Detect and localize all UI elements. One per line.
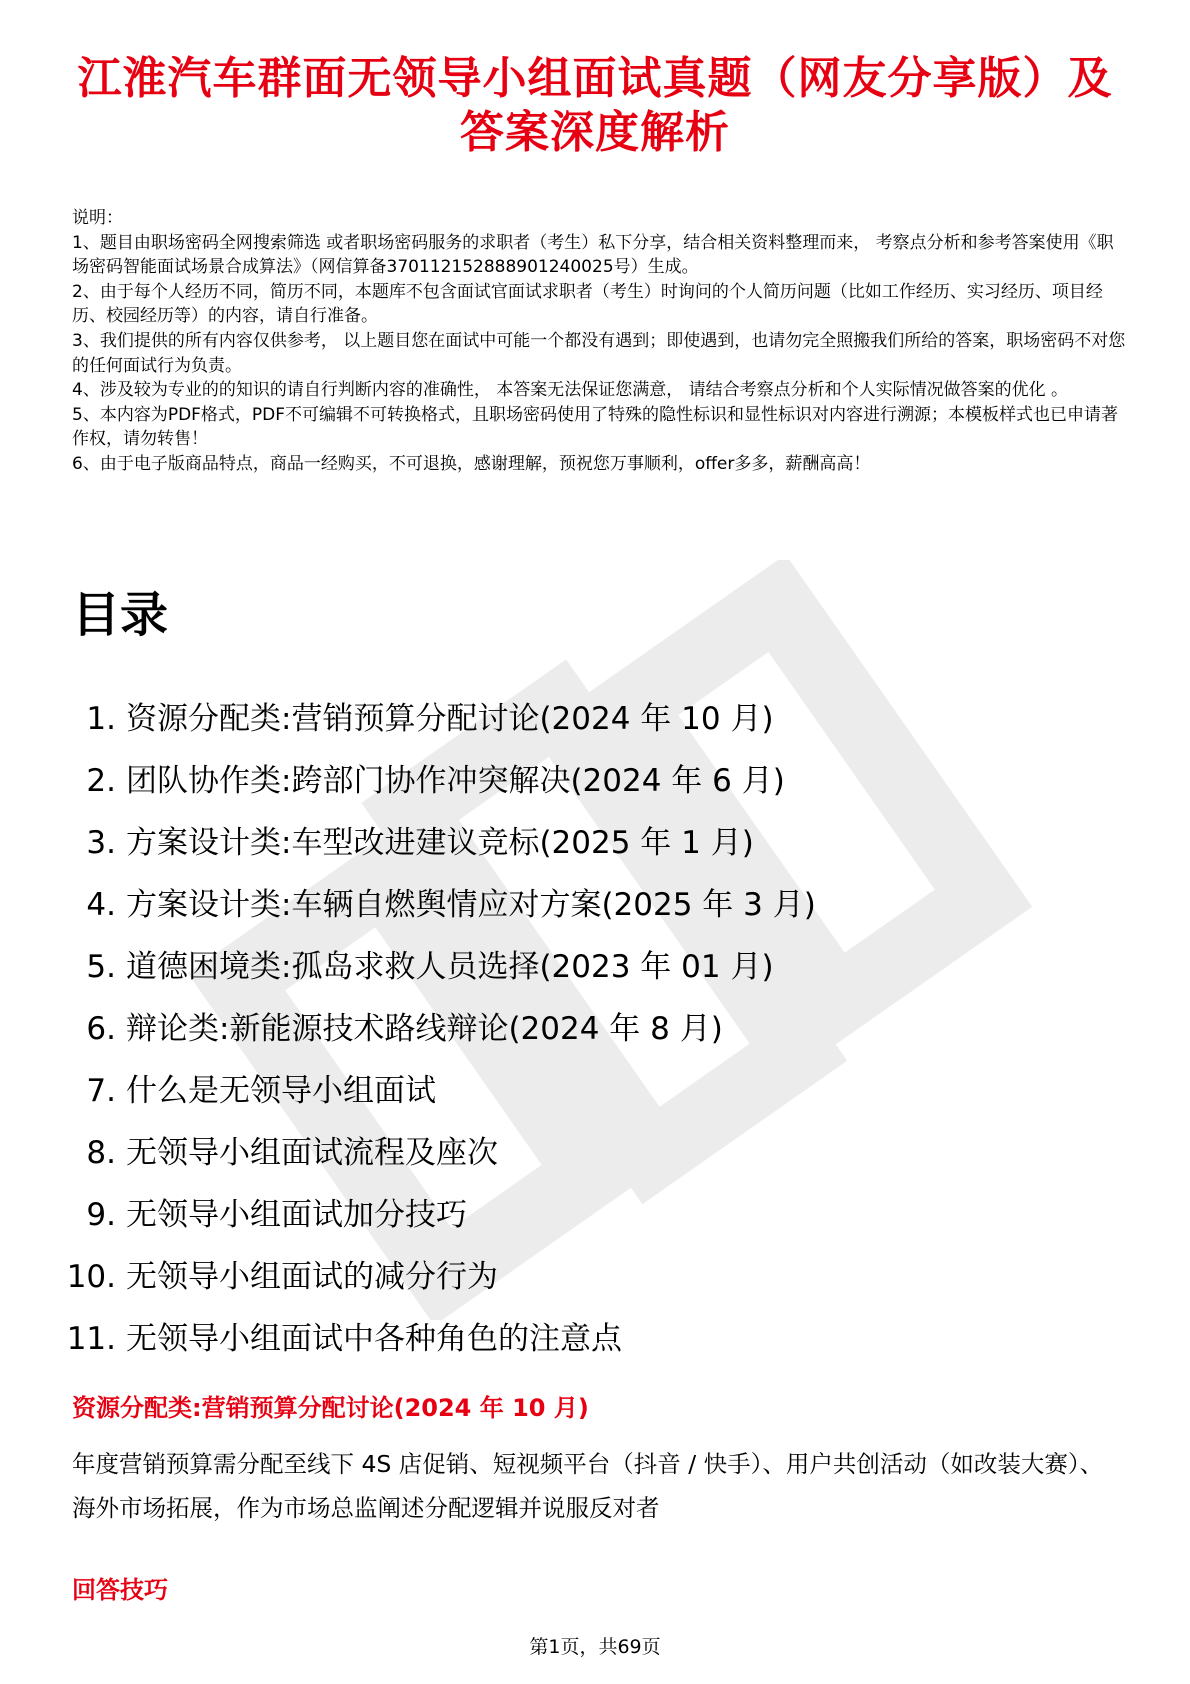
section-title: 资源分配类:营销预算分配讨论(2024 年 10 月) xyxy=(72,1394,589,1422)
answer-tips-heading: 回答技巧 xyxy=(72,1576,168,1604)
toc-item[interactable] xyxy=(60,1184,1060,1246)
note-item: 4、涉及较为专业的的知识的请自行判断内容的准确性， 本答案无法保证您满意， 请结合考察点分析和个人实际情况做答案的优化 。 xyxy=(72,380,1069,401)
toc-item-text: 无领导小组面试流程及座次 xyxy=(126,1135,498,1171)
note-item: 3、我们提供的所有内容仅供参考， 以上题目您在面试中可能一个都没有遇到；即使遇到，也请勿完全照搬我们所给的答案，职场密码不对您的任何面试行为负责。 xyxy=(72,330,1126,376)
toc-item-number: 8. xyxy=(86,1135,116,1171)
toc-item[interactable] xyxy=(60,750,1060,812)
toc-item-text: 辩论类:新能源技术路线辩论(2024 年 8 月) xyxy=(126,1011,723,1047)
toc-item[interactable] xyxy=(60,874,1060,936)
toc-item[interactable] xyxy=(60,1308,1060,1370)
page-footer: 第1页，共69页 xyxy=(529,1636,661,1658)
note-item: 6、由于电子版商品特点，商品一经购买，不可退换，感谢理解，预祝您万事顺利，offer多多，薪酬高高！ xyxy=(72,453,871,474)
question-text: 年度营销预算需分配至线下 4S 店促销、短视频平台（抖音 / 快手）、用户共创活动（如改装大赛）、海外市场拓展，作为市场总监阐述分配逻辑并说服反对者 xyxy=(72,1450,1104,1522)
table-of-contents xyxy=(60,688,1060,1370)
toc-item[interactable] xyxy=(60,1122,1060,1184)
toc-item-number: 3. xyxy=(86,825,116,861)
toc-item[interactable] xyxy=(60,812,1060,874)
toc-item-text: 方案设计类:车型改进建议竞标(2025 年 1 月) xyxy=(126,825,754,861)
toc-item-text: 资源分配类:营销预算分配讨论(2024 年 10 月) xyxy=(126,701,774,737)
note-item: 2、由于每个人经历不同，简历不同，本题库不包含面试官面试求职者（考生）时询问的个人简历问题（比如工作经历、实习经历、项目经历、校园经历等）的内容，请自行准备。 xyxy=(72,281,1103,327)
note-item: 5、本内容为PDF格式，PDF不可编辑不可转换格式，且职场密码使用了特殊的隐性标识和显性标识对内容进行溯源；本模板样式也已申请著作权，请勿转售！ xyxy=(72,404,1119,450)
disclaimer-notes xyxy=(72,206,1128,477)
toc-item-text: 无领导小组面试加分技巧 xyxy=(126,1197,467,1233)
toc-item[interactable] xyxy=(60,998,1060,1060)
toc-item[interactable] xyxy=(60,688,1060,750)
toc-item-text: 什么是无领导小组面试 xyxy=(126,1073,436,1109)
toc-item-number: 11. xyxy=(66,1321,116,1357)
toc-item[interactable] xyxy=(60,1060,1060,1122)
toc-item-text: 团队协作类:跨部门协作冲突解决(2024 年 6 月) xyxy=(126,763,785,799)
toc-heading: 目录 xyxy=(72,587,169,643)
toc-item-text: 无领导小组面试的减分行为 xyxy=(126,1259,498,1295)
toc-item-number: 10. xyxy=(66,1259,116,1295)
toc-item-text: 道德困境类:孤岛求救人员选择(2023 年 01 月) xyxy=(126,949,774,985)
toc-item-number: 1. xyxy=(86,701,116,737)
toc-item[interactable] xyxy=(60,936,1060,998)
note-heading: 说明： xyxy=(72,208,123,228)
note-item: 1、题目由职场密码全网搜索筛选 或者职场密码服务的求职者（考生）私下分享，结合相关资料整理而来， 考察点分析和参考答案使用《职场密码智能面试场景合成算法》（网信算备370112152888901240025号）生成。 xyxy=(72,232,1114,278)
toc-item-number: 2. xyxy=(86,763,116,799)
toc-item-number: 6. xyxy=(86,1011,116,1047)
toc-item-number: 9. xyxy=(86,1197,116,1233)
toc-item-number: 4. xyxy=(86,887,116,923)
toc-item-text: 无领导小组面试中各种角色的注意点 xyxy=(126,1321,622,1357)
document-title: 江淮汽车群面无领导小组面试真题（网友分享版）及答案深度解析 xyxy=(77,53,1113,158)
toc-item-number: 7. xyxy=(86,1073,116,1109)
toc-item-number: 5. xyxy=(86,949,116,985)
toc-item[interactable] xyxy=(60,1246,1060,1308)
toc-item-text: 方案设计类:车辆自燃舆情应对方案(2025 年 3 月) xyxy=(126,887,816,923)
